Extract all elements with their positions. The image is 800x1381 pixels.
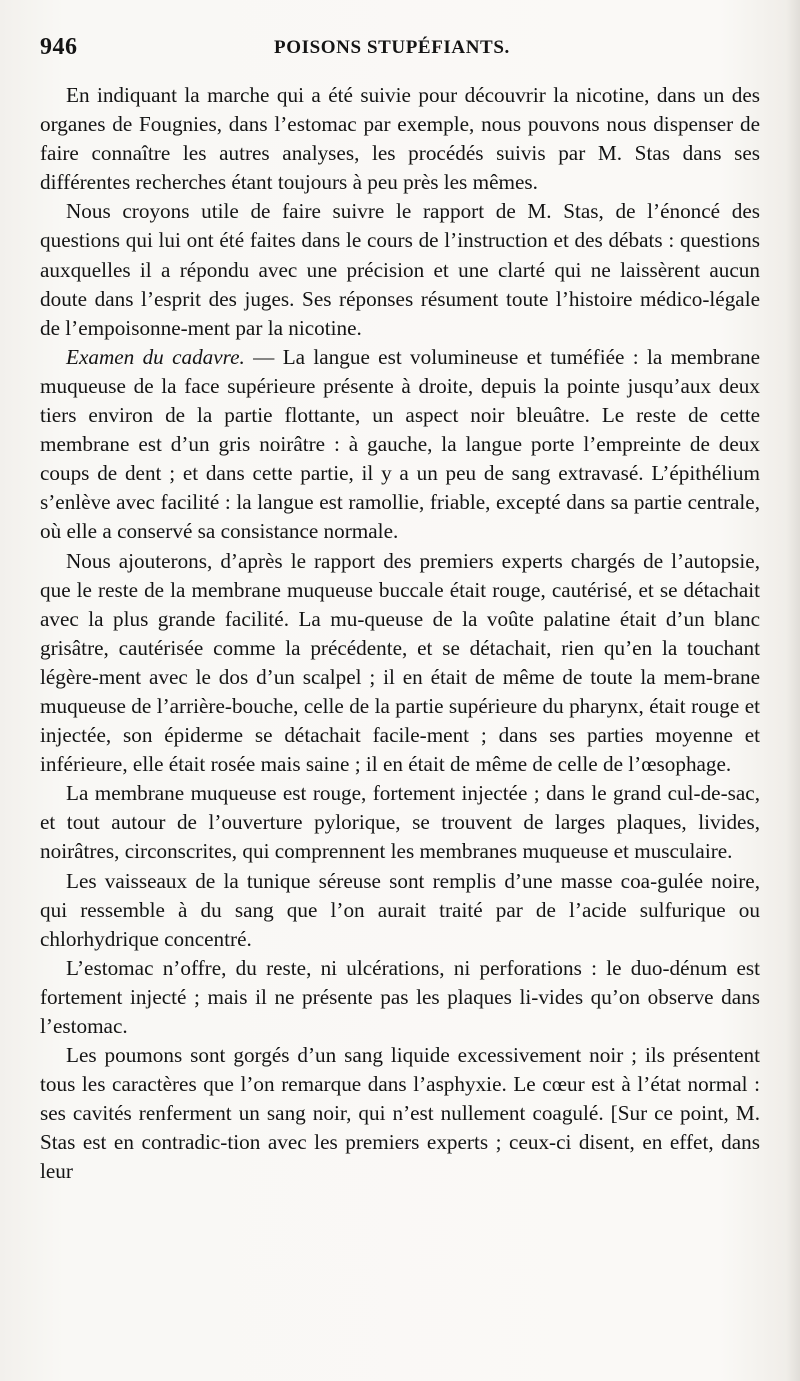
paragraph: Les poumons sont gorgés d’un sang liquide excessivement noir ; ils présentent tous les caractères que l’on remarque dans l’asphyxie. Le cœur est à l’état normal : ses cavités renferment un sang noir, qui n’est nullement coagulé. [Sur ce point, M. Stas est en contradic-tion avec les premiers experts ; ceux-ci disent, en effet, dans leur [40,1043,760,1184]
page-number: 946 [40,34,78,60]
paragraph: Nous croyons utile de faire suivre le rapport de M. Stas, de l’énoncé des questions qui lui ont été faites dans le cours de l’instruction et des débats : questions auxquelles il a répondu avec une précision et une clarté qui ne laissèrent aucun doute dans l’esprit des juges. Ses réponses résument toute l’histoire médico-légale de l’empoisonne-ment par la nicotine. [40,199,760,340]
section-lead: Examen du cadavre. [66,344,245,369]
paragraph: Les vaisseaux de la tunique séreuse sont remplis d’une masse coa-gulée noire, qui ressemble à du sang que l’on aurait traité par de l’acide sulfurique ou chlorhydrique concentré. [40,868,760,951]
paragraph: En indiquant la marche qui a été suivie pour découvrir la nicotine, dans un des organes de Fougnies, dans l’estomac par exemple, nous pouvons nous dispenser de faire connaître les autres analyses, les procédés suivis par M. Stas dans ses différentes recherches étant toujours à peu près les mêmes. [40,83,760,195]
page-edge-shadow [786,0,800,1381]
paragraph: La membrane muqueuse est rouge, fortement injectée ; dans le grand cul-de-sac, et tout autour de l’ouverture pylorique, se trouvent de larges plaques, livides, noirâtres, circonscrites, qui comprennent les membranes muqueuse et musculaire. [40,781,760,864]
running-head [36,34,764,64]
body-text [40,81,760,1187]
paragraph: L’estomac n’offre, du reste, ni ulcérations, ni perforations : le duo-dénum est fortement injecté ; mais il ne présente pas les plaques li-vides qu’on observe dans l’estomac. [40,955,760,1038]
paragraph: Nous ajouterons, d’après le rapport des premiers experts chargés de l’autopsie, que le reste de la membrane muqueuse buccale était rouge, cautérisé, et se détachait avec la plus grande facilité. La mu-queuse de la voûte palatine était d’un blanc grisâtre, cautérisée comme la précédente, et se détachait, rien qu’en la touchant légère-ment avec le dos d’un scalpel ; il en était de même de toute la mem-brane muqueuse de l’arrière-bouche, celle de la partie supérieure du pharynx, était rouge et injectée, son épiderme se détachait facile-ment ; dans ses parties moyenne et inférieure, elle était rosée mais saine ; il en était de même de celle de l’œsophage. [40,548,760,777]
running-title: POISONS STUPÉFIANTS. [274,37,510,58]
paragraph-examen [40,343,760,547]
section-text: — La langue est volumineuse et tuméfiée : la membrane muqueuse de la face supérieure présente à droite, depuis la pointe jusqu’aux deux tiers environ de la partie flottante, un aspect noir bleuâtre. Le reste de cette membrane est d’un gris noirâtre : à gauche, la langue porte l’empreinte de deux coups de dent ; et dans cette partie, il y a un peu de sang extravasé. L’épithélium s’enlève avec facilité : la langue est ramollie, friable, excepté dans sa partie centrale, où elle a conservé sa consistance normale. [40,344,760,544]
